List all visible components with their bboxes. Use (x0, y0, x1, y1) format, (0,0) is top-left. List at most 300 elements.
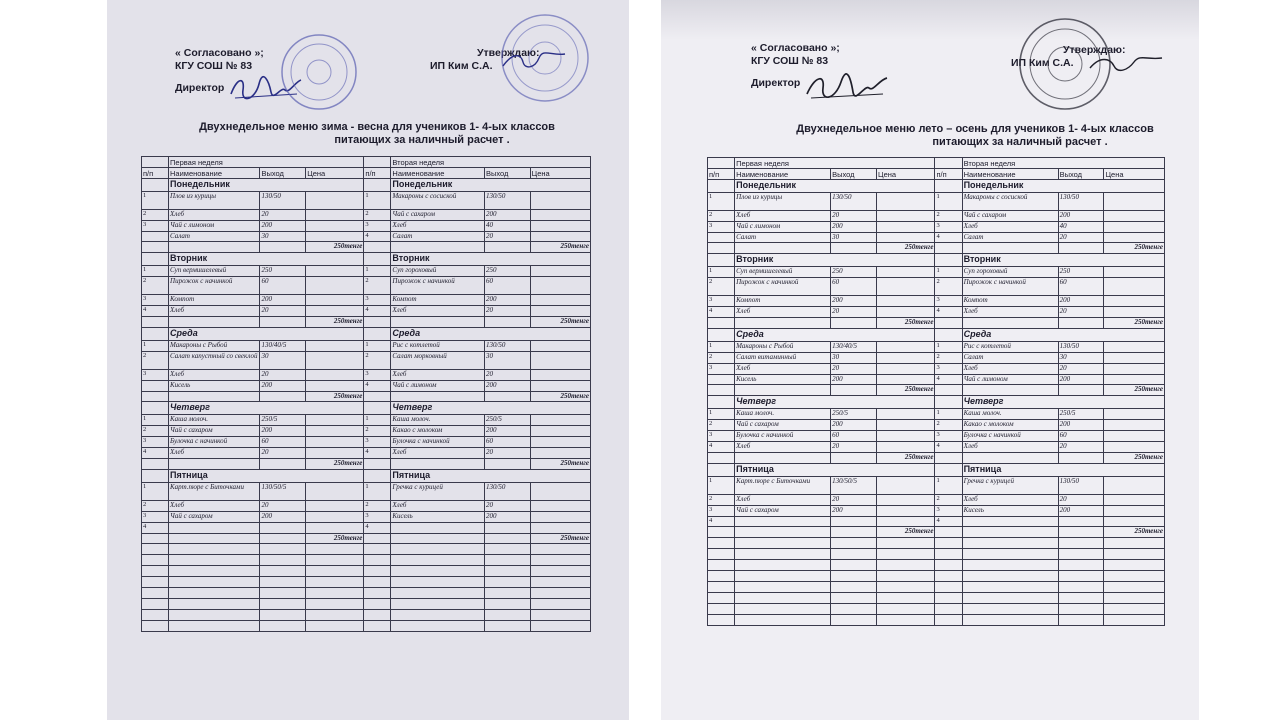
blank-cell (260, 391, 306, 402)
blank-cell (364, 620, 391, 631)
menu-title-line2: питающих за наличный расчет . (334, 134, 510, 146)
blank-cell (169, 317, 260, 328)
empty-row (142, 620, 591, 631)
price-cell (1104, 221, 1165, 232)
price-cell (530, 448, 590, 459)
blank-cell (962, 614, 1058, 625)
dish-name: Макароны с Рыбой (169, 340, 260, 351)
item-number: 4 (935, 374, 962, 385)
day-name: Понедельник (391, 178, 591, 191)
item-number: 3 (935, 296, 962, 307)
item-number: 2 (935, 352, 962, 363)
blank-cell (169, 566, 260, 577)
blank-cell (708, 254, 735, 267)
blank-cell (142, 157, 169, 168)
portion-output: 200 (1058, 296, 1104, 307)
empty-row (708, 603, 1165, 614)
blank-cell (1104, 560, 1165, 571)
menu-item-row (708, 352, 1165, 363)
item-number: 3 (142, 369, 169, 380)
column-header-name: Наименование (735, 168, 831, 179)
blank-cell (935, 179, 962, 192)
blank-cell (962, 592, 1058, 603)
blank-cell (735, 603, 831, 614)
blank-cell (1058, 581, 1104, 592)
dish-name: Хлеб (391, 306, 485, 317)
item-number: 4 (708, 516, 735, 527)
blank-cell (391, 555, 485, 566)
empty-row (142, 555, 591, 566)
dish-name: Хлеб (735, 210, 831, 221)
dish-name: Какао с молоком (391, 426, 485, 437)
price-cell (1104, 442, 1165, 453)
portion-output: 130/50 (484, 340, 530, 351)
item-number: 4 (142, 306, 169, 317)
item-number: 1 (364, 191, 391, 209)
blank-cell (708, 614, 735, 625)
item-number: 4 (935, 232, 962, 243)
empty-row (708, 581, 1165, 592)
portion-output: 200 (260, 511, 306, 522)
day-name: Вторник (169, 253, 364, 266)
column-header-row (708, 168, 1165, 179)
price-cell (1104, 374, 1165, 385)
blank-cell (735, 592, 831, 603)
day-name: Пятница (962, 463, 1164, 476)
menu-item-row (142, 295, 591, 306)
empty-row (142, 544, 591, 555)
blank-cell (364, 242, 391, 253)
dish-name: Хлеб (735, 442, 831, 453)
portion-output: 200 (831, 221, 877, 232)
blank-cell (260, 609, 306, 620)
price-cell (306, 448, 364, 459)
price-cell (1104, 352, 1165, 363)
blank-cell (142, 609, 169, 620)
price-cell (877, 352, 935, 363)
blank-cell (1058, 527, 1104, 538)
blank-cell (484, 577, 530, 588)
portion-output: 20 (484, 500, 530, 511)
blank-cell (1058, 592, 1104, 603)
week1-header: Первая неделя (735, 158, 935, 169)
dish-name: Суп гороховый (391, 266, 485, 277)
item-number: 1 (364, 415, 391, 426)
blank-cell (935, 538, 962, 549)
portion-output: 130/50 (1058, 341, 1104, 352)
blank-cell (142, 253, 169, 266)
menu-sheet-winter-spring (107, 0, 629, 720)
item-number: 3 (364, 295, 391, 306)
blank-cell (708, 549, 735, 560)
menu-item-row (708, 431, 1165, 442)
blank-cell (484, 459, 530, 470)
blank-cell (260, 533, 306, 544)
blank-cell (735, 452, 831, 463)
dish-name: Салат (962, 232, 1058, 243)
blank-cell (530, 620, 590, 631)
blank-cell (364, 178, 391, 191)
blank-cell (708, 538, 735, 549)
menu-item-row (142, 220, 591, 231)
item-number: 4 (708, 307, 735, 318)
item-number: 2 (142, 500, 169, 511)
menu-item-row (142, 266, 591, 277)
dish-name: Каша молоч. (169, 415, 260, 426)
day-total: 250тенге (530, 459, 590, 470)
price-cell (877, 431, 935, 442)
blank-cell (391, 588, 485, 599)
blank-cell (391, 566, 485, 577)
blank-cell (877, 571, 935, 582)
blank-cell (935, 603, 962, 614)
portion-output: 30 (831, 352, 877, 363)
dish-name: Макароны с Рыбой (735, 341, 831, 352)
school-name: КГУ СОШ № 83 (175, 60, 253, 72)
item-number: 3 (935, 363, 962, 374)
day-header-row (708, 179, 1165, 192)
blank-cell (484, 566, 530, 577)
item-number: 3 (364, 437, 391, 448)
portion-output: 20 (260, 209, 306, 220)
blank-cell (1104, 538, 1165, 549)
dish-name: Хлеб (391, 500, 485, 511)
blank-cell (1058, 243, 1104, 254)
day-total: 250тенге (1104, 243, 1165, 254)
dish-name: Плов из курицы (735, 192, 831, 210)
blank-cell (708, 592, 735, 603)
price-cell (306, 511, 364, 522)
item-number: 2 (935, 210, 962, 221)
day-header-row (142, 469, 591, 482)
day-header-row (708, 396, 1165, 409)
portion-output: 130/40/5 (831, 341, 877, 352)
price-cell (306, 426, 364, 437)
price-cell (1104, 505, 1165, 516)
portion-output: 30 (831, 232, 877, 243)
blank-cell (260, 620, 306, 631)
blank-cell (142, 459, 169, 470)
price-cell (877, 210, 935, 221)
dish-name (391, 522, 485, 533)
price-cell (530, 522, 590, 533)
dish-name: Хлеб (735, 494, 831, 505)
blank-cell (364, 469, 391, 482)
dish-name (735, 516, 831, 527)
blank-cell (484, 544, 530, 555)
blank-cell (260, 588, 306, 599)
blank-cell (260, 242, 306, 253)
dish-name: Каша молоч. (735, 409, 831, 420)
price-cell (877, 516, 935, 527)
item-number: 3 (142, 511, 169, 522)
price-cell (530, 220, 590, 231)
day-total: 250тенге (306, 242, 364, 253)
menu-title (765, 123, 1185, 149)
blank-cell (935, 614, 962, 625)
item-number: 3 (142, 295, 169, 306)
blank-cell (831, 243, 877, 254)
menu-item-row (708, 221, 1165, 232)
blank-cell (484, 555, 530, 566)
column-header-name: Наименование (962, 168, 1058, 179)
day-total: 250тенге (306, 533, 364, 544)
blank-cell (260, 598, 306, 609)
column-header-out: Выход (484, 167, 530, 178)
portion-output (1058, 516, 1104, 527)
price-cell (877, 374, 935, 385)
empty-row (708, 571, 1165, 582)
director-label: Директор (751, 77, 801, 89)
dish-name (962, 516, 1058, 527)
price-cell (1104, 409, 1165, 420)
blank-cell (1104, 603, 1165, 614)
dish-name: Кисель (391, 511, 485, 522)
item-number: 2 (142, 351, 169, 369)
item-number: 1 (708, 192, 735, 210)
menu-item-row (708, 409, 1165, 420)
day-total-row (708, 385, 1165, 396)
item-number: 1 (142, 266, 169, 277)
blank-cell (962, 385, 1058, 396)
portion-output: 20 (484, 306, 530, 317)
portion-output: 130/50 (484, 191, 530, 209)
blank-cell (962, 581, 1058, 592)
price-cell (877, 409, 935, 420)
price-cell (877, 232, 935, 243)
blank-cell (142, 317, 169, 328)
item-number: 1 (935, 192, 962, 210)
blank-cell (877, 538, 935, 549)
blank-cell (708, 527, 735, 538)
dish-name: Хлеб (962, 494, 1058, 505)
dish-name: Хлеб (391, 220, 485, 231)
item-number: 2 (708, 352, 735, 363)
dish-name: Чай с лимоном (169, 220, 260, 231)
blank-cell (935, 581, 962, 592)
portion-output: 20 (484, 231, 530, 242)
day-header-row (708, 254, 1165, 267)
blank-cell (484, 620, 530, 631)
dish-name: Кисель (735, 374, 831, 385)
dish-name: Какао с молоком (962, 420, 1058, 431)
blank-cell (1058, 614, 1104, 625)
item-number: 1 (935, 341, 962, 352)
price-cell (1104, 307, 1165, 318)
price-cell (306, 231, 364, 242)
menu-item-row (708, 442, 1165, 453)
blank-cell (142, 178, 169, 191)
blank-cell (169, 620, 260, 631)
portion-output: 20 (1058, 363, 1104, 374)
blank-cell (831, 603, 877, 614)
day-total: 250тенге (877, 318, 935, 329)
price-cell (306, 277, 364, 295)
dish-name: Чай с сахаром (391, 209, 485, 220)
blank-cell (169, 391, 260, 402)
price-cell (530, 306, 590, 317)
ip-signature (1086, 52, 1166, 76)
empty-row (142, 566, 591, 577)
day-name: Понедельник (169, 178, 364, 191)
day-name: Четверг (169, 402, 364, 415)
blank-cell (142, 327, 169, 340)
portion-output: 250/5 (831, 409, 877, 420)
day-total-row (708, 243, 1165, 254)
dish-name: Пирожок с начинкой (962, 278, 1058, 296)
portion-output: 20 (260, 500, 306, 511)
item-number: 3 (708, 431, 735, 442)
price-cell (306, 351, 364, 369)
blank-cell (391, 609, 485, 620)
price-cell (530, 426, 590, 437)
day-header-row (708, 328, 1165, 341)
portion-output: 60 (1058, 278, 1104, 296)
week2-header: Вторая неделя (391, 157, 591, 168)
approved-label: Утверждаю: (477, 47, 540, 59)
blank-cell (260, 317, 306, 328)
item-number: 3 (708, 363, 735, 374)
price-cell (306, 369, 364, 380)
blank-cell (169, 609, 260, 620)
day-name: Понедельник (962, 179, 1164, 192)
blank-cell (306, 555, 364, 566)
price-cell (1104, 420, 1165, 431)
dish-name: Булочка с начинкой (735, 431, 831, 442)
agreed-label: « Согласовано »; (175, 47, 264, 59)
portion-output: 60 (831, 431, 877, 442)
menu-sheet-summer-autumn (661, 0, 1199, 720)
day-name: Понедельник (735, 179, 935, 192)
menu-item-row (142, 306, 591, 317)
blank-cell (1104, 581, 1165, 592)
day-total-row (142, 317, 591, 328)
menu-item-row (708, 494, 1165, 505)
blank-cell (1058, 571, 1104, 582)
blank-cell (391, 459, 485, 470)
price-cell (877, 363, 935, 374)
item-number: 4 (142, 522, 169, 533)
price-cell (530, 437, 590, 448)
item-number (708, 374, 735, 385)
item-number: 2 (935, 420, 962, 431)
menu-item-row (142, 277, 591, 295)
blank-cell (935, 571, 962, 582)
menu-item-row (708, 192, 1165, 210)
dish-name (169, 522, 260, 533)
blank-cell (484, 533, 530, 544)
menu-item-row (142, 522, 591, 533)
blank-cell (142, 544, 169, 555)
portion-output: 200 (260, 426, 306, 437)
menu-item-row (142, 511, 591, 522)
day-name: Среда (391, 327, 591, 340)
day-name: Четверг (391, 402, 591, 415)
blank-cell (364, 577, 391, 588)
day-total: 250тенге (306, 391, 364, 402)
item-number: 3 (364, 511, 391, 522)
price-cell (530, 266, 590, 277)
portion-output: 200 (484, 209, 530, 220)
blank-cell (935, 452, 962, 463)
blank-cell (306, 620, 364, 631)
dish-name: Салат (169, 231, 260, 242)
portion-output: 20 (484, 369, 530, 380)
dish-name: Чай с сахаром (169, 426, 260, 437)
portion-output: 200 (260, 295, 306, 306)
portion-output: 200 (260, 380, 306, 391)
portion-output: 30 (260, 351, 306, 369)
item-number: 4 (364, 448, 391, 459)
price-cell (877, 221, 935, 232)
price-cell (1104, 296, 1165, 307)
blank-cell (364, 544, 391, 555)
portion-output: 130/50 (1058, 476, 1104, 494)
menu-item-row (142, 448, 591, 459)
blank-cell (735, 571, 831, 582)
column-header-price: Цена (877, 168, 935, 179)
blank-cell (735, 581, 831, 592)
price-cell (1104, 210, 1165, 221)
blank-cell (391, 391, 485, 402)
week-header-row (142, 157, 591, 168)
price-cell (1104, 494, 1165, 505)
blank-cell (391, 598, 485, 609)
empty-row (142, 609, 591, 620)
portion-output: 20 (260, 448, 306, 459)
column-header-out: Выход (831, 168, 877, 179)
blank-cell (391, 242, 485, 253)
blank-cell (484, 598, 530, 609)
portion-output: 40 (484, 220, 530, 231)
menu-item-row (708, 420, 1165, 431)
blank-cell (708, 158, 735, 169)
column-header-pp: п/п (142, 167, 169, 178)
empty-row (708, 614, 1165, 625)
ip-name: ИП Ким С.А. (430, 60, 493, 72)
column-header-pp: п/п (364, 167, 391, 178)
blank-cell (530, 588, 590, 599)
item-number: 3 (935, 505, 962, 516)
menu-item-row (708, 516, 1165, 527)
empty-row (142, 577, 591, 588)
blank-cell (391, 620, 485, 631)
item-number: 1 (708, 476, 735, 494)
blank-cell (484, 242, 530, 253)
price-cell (877, 267, 935, 278)
price-cell (877, 341, 935, 352)
portion-output: 200 (1058, 374, 1104, 385)
blank-cell (530, 566, 590, 577)
blank-cell (169, 242, 260, 253)
day-name: Пятница (391, 469, 591, 482)
menu-item-row (142, 340, 591, 351)
menu-item-row (708, 296, 1165, 307)
blank-cell (962, 603, 1058, 614)
dish-name: Пирожок с начинкой (735, 278, 831, 296)
blank-cell (735, 385, 831, 396)
portion-output: 60 (1058, 431, 1104, 442)
price-cell (877, 307, 935, 318)
item-number: 3 (142, 220, 169, 231)
blank-cell (142, 598, 169, 609)
portion-output: 200 (484, 511, 530, 522)
price-cell (1104, 431, 1165, 442)
blank-cell (1104, 549, 1165, 560)
menu-item-row (708, 363, 1165, 374)
price-cell (530, 277, 590, 295)
blank-cell (484, 609, 530, 620)
